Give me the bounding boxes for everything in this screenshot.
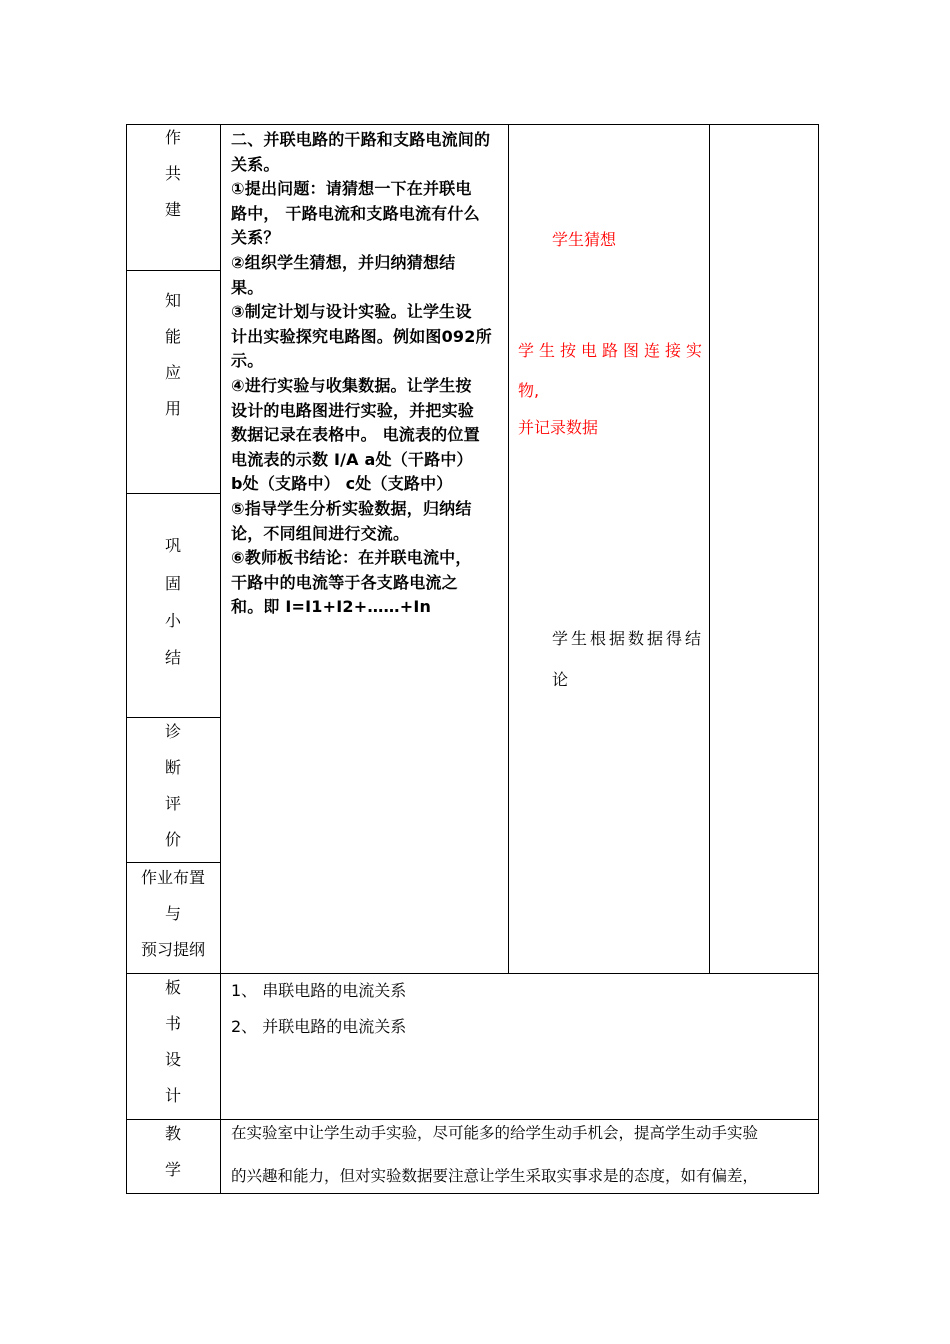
student-conclude-line1: 学生根据数据得结 (552, 629, 705, 648)
label-jiao: 教 (164, 1124, 181, 1143)
student-connect-line2: 物, (518, 381, 540, 400)
table-bottom-border (126, 1193, 819, 1194)
label-she: 设 (164, 1050, 181, 1069)
content-line: 关系。 (231, 154, 280, 174)
student-conclude-line2: 论 (552, 670, 569, 689)
content-line: 和。即 I=I1+I2+……+In (231, 597, 432, 617)
student-connect-line1: 学生按电路图连接实 (518, 341, 708, 360)
content-line: 果。 (231, 277, 264, 297)
content-line: ⑥教师板书结论：在并联电流中， (231, 548, 472, 568)
label-ying: 应 (164, 363, 181, 382)
table-top-border (126, 124, 819, 125)
content-line: 论，不同组间进行交流。 (231, 523, 410, 543)
label-divider-2 (126, 493, 220, 494)
row-divider-main (126, 973, 819, 974)
label-jia: 价 (164, 830, 181, 849)
label-ping: 评 (164, 794, 181, 813)
content-line: 设计的电路图进行实验，并把实验 (231, 400, 475, 420)
label-zuo: 作 (164, 128, 181, 147)
label-yong: 用 (164, 399, 181, 418)
content-line: ①提出问题：请猜想一下在并联电 (231, 179, 472, 199)
reflection-line-1: 在实验室中让学生动手实验，尽可能多的给学生动手机会，提高学生动手实验 (231, 1124, 759, 1142)
label-divider-1 (126, 270, 220, 271)
content-line: ⑤指导学生分析实验数据，归纳结 (231, 498, 472, 518)
label-jie: 结 (164, 648, 181, 667)
content-line: 干路中的电流等于各支路电流之 (231, 572, 458, 592)
student-column-divider (709, 124, 710, 974)
label-zhen: 诊 (164, 722, 181, 741)
content-line: 路中， 干路电流和支路电流有什么 (231, 203, 480, 223)
label-divider-3 (126, 717, 220, 718)
board-item-1: 1、 串联电路的电流关系 (231, 981, 407, 1000)
label-gong2: 巩 (164, 536, 181, 555)
label-xue: 学 (164, 1160, 181, 1179)
table-right-border (818, 124, 819, 1194)
label-neng: 能 (164, 327, 181, 346)
row-divider-board (126, 1119, 819, 1120)
label-column-divider (220, 124, 221, 1194)
label-preview: 预习提纲 (140, 940, 205, 959)
label-gong: 共 (164, 164, 181, 183)
label-gu: 固 (164, 574, 181, 593)
label-yu: 与 (164, 904, 181, 923)
label-ji: 计 (164, 1086, 181, 1105)
label-zhi: 知 (164, 291, 181, 310)
label-shu: 书 (164, 1014, 181, 1033)
content-line: 关系？ (231, 228, 280, 248)
reflection-line-2: 的兴趣和能力，但对实验数据要注意让学生采取实事求是的态度，如有偏差， (231, 1167, 759, 1185)
board-item-2: 2、 并联电路的电流关系 (231, 1017, 407, 1036)
content-line: 二、并联电路的干路和支路电流间的 (231, 130, 491, 149)
content-line: 电流表的示数 I/A a处（干路中） (231, 449, 473, 469)
student-connect-line3: 并记录数据 (518, 418, 599, 437)
label-jian: 建 (164, 200, 181, 219)
label-homework: 作业布置 (140, 868, 205, 887)
student-guess: 学生猜想 (552, 230, 617, 249)
content-line: b处（支路中） c处（支路中） (231, 474, 453, 494)
content-line: ③制定计划与设计实验。让学生设 (231, 302, 472, 322)
teaching-content (231, 128, 503, 620)
content-line: 示。 (231, 351, 264, 371)
label-duan: 断 (164, 758, 181, 777)
label-ban: 板 (164, 978, 181, 997)
content-line: ②组织学生猜想，并归纳猜想结 (231, 252, 456, 272)
content-column-divider (508, 124, 509, 974)
label-divider-4 (126, 862, 220, 863)
label-xiao: 小 (164, 611, 181, 630)
content-line: 数据记录在表格中。 电流表的位置 (231, 425, 480, 445)
content-line: 计出实验探究电路图。例如图092所 (231, 326, 492, 346)
content-line: ④进行实验与收集数据。让学生按 (231, 375, 472, 395)
